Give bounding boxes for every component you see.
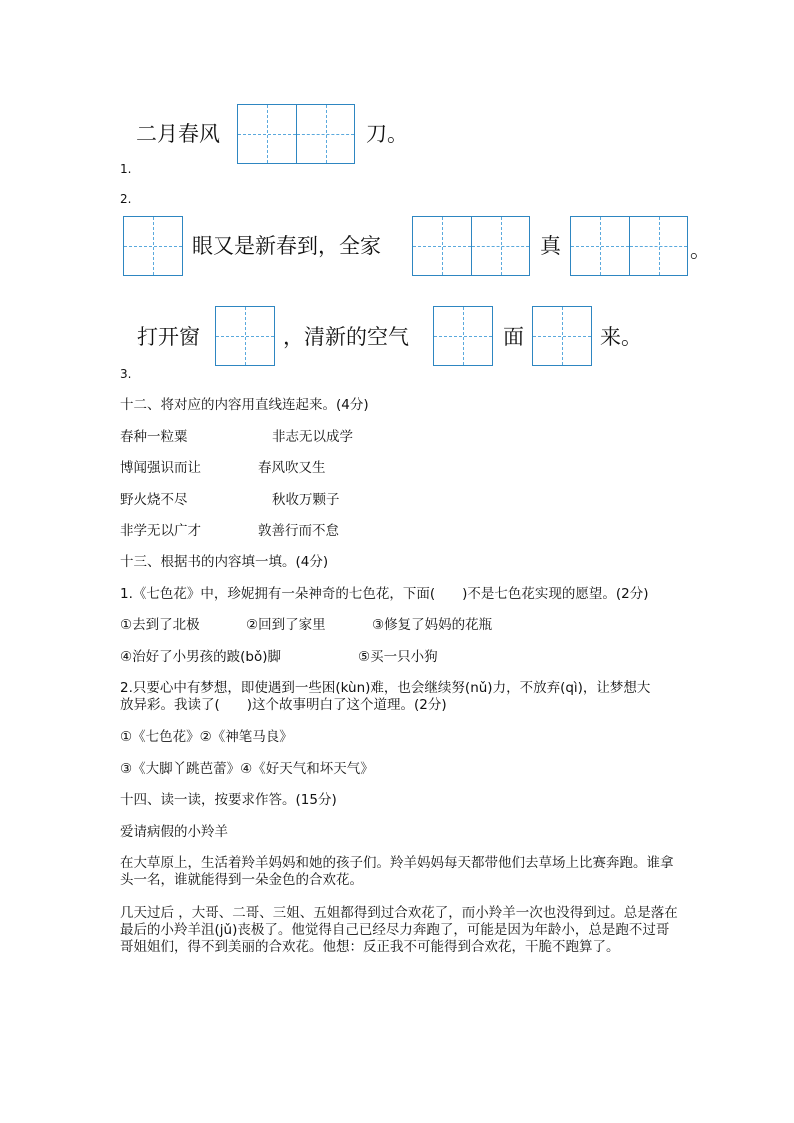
option-5[interactable]: ⑤买一只小狗 — [358, 649, 438, 665]
tian-cell — [296, 105, 354, 163]
section-13-heading: 十三、根据书的内容填一填。(4分) — [120, 554, 329, 570]
option-1[interactable]: ①去到了北极 — [120, 617, 200, 633]
match-left-item[interactable]: 春种一粒粟 — [120, 429, 188, 445]
s13-q2-options-row-1[interactable]: ①《七色花》②《神笔马良》 — [120, 729, 293, 745]
q2-number: 2. — [120, 192, 132, 206]
q3-text-a: 打开窗 — [137, 325, 200, 349]
s13-question-2-line-1: 2.只要心中有梦想，即使遇到一些困(kùn)难，也会继续努(nǔ)力，不放弃(qì)，让梦想大 — [120, 680, 651, 696]
q2-answer-grid-2[interactable] — [412, 216, 530, 276]
match-right-item[interactable]: 春风吹又生 — [258, 460, 326, 476]
match-right-item[interactable]: 非志无以成学 — [272, 429, 353, 445]
q2-text-end: 。 — [690, 238, 711, 262]
s13-q2-options-row-2[interactable]: ③《大脚丫跳芭蕾》④《好天气和坏天气》 — [120, 761, 374, 777]
q1-text-after: 刀。 — [366, 122, 408, 146]
q3-text-c: 面 — [503, 325, 524, 349]
tian-cell — [238, 105, 296, 163]
tian-cell — [533, 307, 591, 365]
s13-question-2-line-2: 放异彩。我读了( )这个故事明白了这个道理。(2分) — [120, 697, 447, 713]
q3-text-b: ，清新的空气 — [283, 325, 409, 349]
match-left-item[interactable]: 博闻强识而让 — [120, 460, 201, 476]
q1-text-before: 二月春风 — [136, 122, 220, 146]
s13-question-1: 1.《七色花》中，珍妮拥有一朵神奇的七色花，下面( )不是七色花实现的愿望。(2分) — [120, 586, 649, 602]
section-14-heading: 十四、读一读，按要求作答。(15分) — [120, 792, 337, 808]
q1-answer-grid[interactable] — [237, 104, 355, 164]
option-4[interactable]: ④治好了小男孩的跛(bǒ)脚 — [120, 649, 281, 665]
match-right-item[interactable]: 秋收万颗子 — [272, 492, 340, 508]
tian-cell — [216, 307, 274, 365]
tian-cell — [571, 217, 629, 275]
q3-answer-grid-2[interactable] — [433, 306, 493, 366]
q2-text-b: 真 — [540, 234, 561, 258]
match-right-item[interactable]: 敦善行而不怠 — [258, 523, 339, 539]
q3-answer-grid-3[interactable] — [532, 306, 592, 366]
q3-number: 3. — [120, 367, 132, 381]
tian-cell — [124, 217, 182, 275]
q2-answer-grid-1[interactable] — [123, 216, 183, 276]
option-2[interactable]: ②回到了家里 — [246, 617, 326, 633]
tian-cell — [629, 217, 687, 275]
q2-answer-grid-3[interactable] — [570, 216, 688, 276]
tian-cell — [413, 217, 471, 275]
match-left-item[interactable]: 非学无以广才 — [120, 523, 201, 539]
tian-cell — [434, 307, 492, 365]
section-12-heading: 十二、将对应的内容用直线连起来。(4分) — [120, 397, 369, 413]
match-left-item[interactable]: 野火烧不尽 — [120, 492, 188, 508]
story-title: 爱请病假的小羚羊 — [120, 824, 228, 840]
q3-text-end: 来。 — [600, 325, 642, 349]
option-3[interactable]: ③修复了妈妈的花瓶 — [372, 617, 493, 633]
q2-text-a: 眼又是新春到，全家 — [192, 234, 381, 258]
tian-cell — [471, 217, 529, 275]
q3-answer-grid-1[interactable] — [215, 306, 275, 366]
q1-number: 1. — [120, 162, 132, 176]
story-paragraph-2: 几天过后 ，大哥、二哥、三姐、五姐都得到过合欢花了，而小羚羊一次也没得到过。总是落在最后的小羚羊沮(jǔ)丧极了。他觉得自己已经尽力奔跑了，可能是因为年龄小，总是跑不过哥哥姐姐们，得不到美丽的合欢花。他想：反正我不可能得到合欢花，干脆不跑算了。 — [120, 905, 678, 955]
story-paragraph-1: 在大草原上，生活着羚羊妈妈和她的孩子们。羚羊妈妈每天都带他们去草场上比赛奔跑。谁拿头一名，谁就能得到一朵金色的合欢花。 — [120, 855, 674, 888]
